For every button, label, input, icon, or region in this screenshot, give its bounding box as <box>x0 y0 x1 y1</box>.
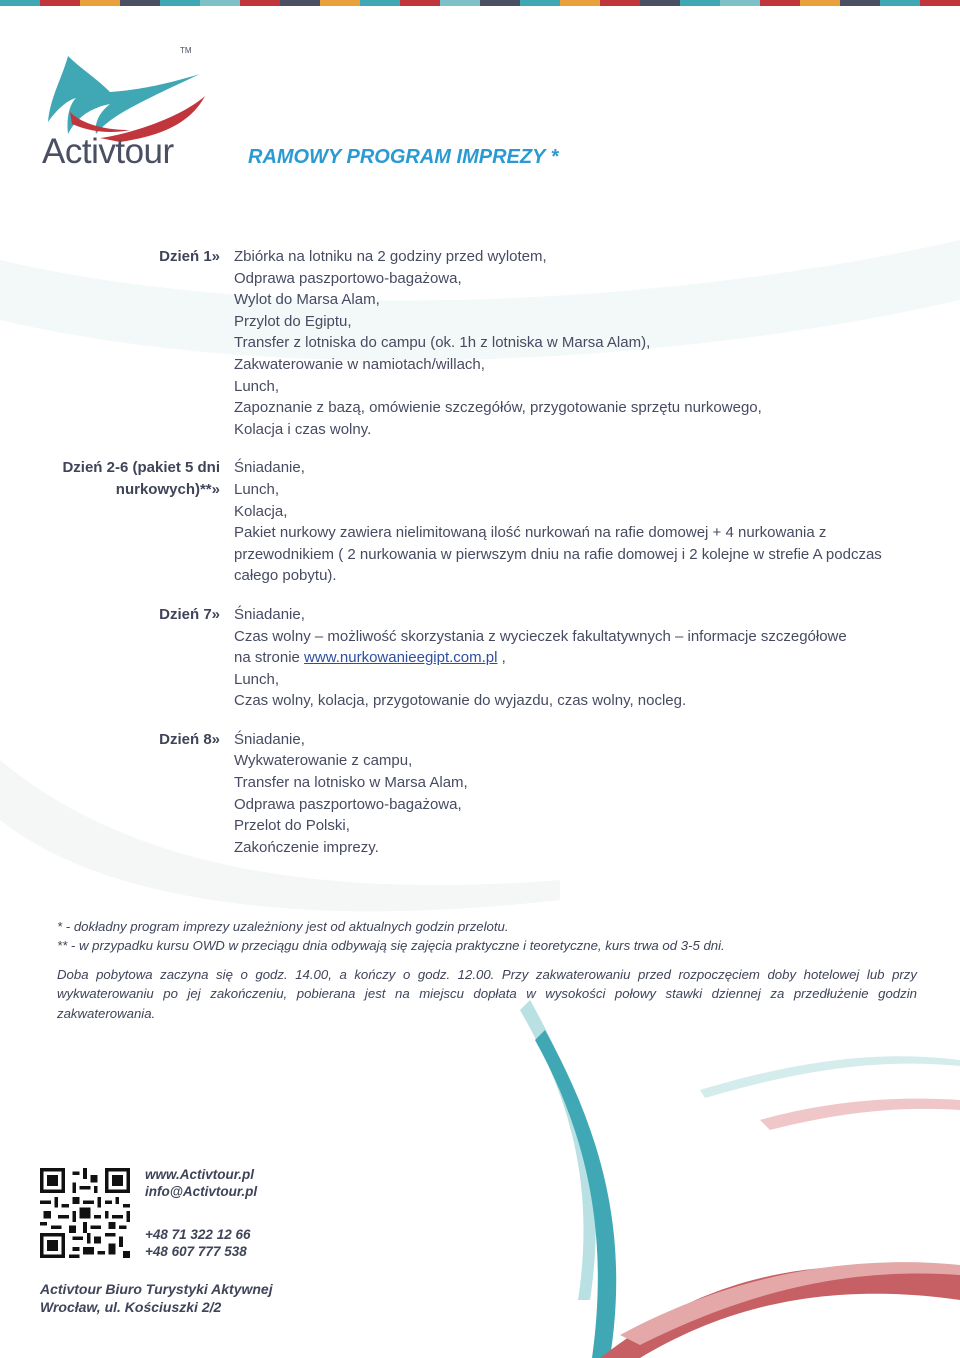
contact-web-block <box>145 1166 257 1200</box>
day-activities <box>234 604 906 712</box>
stay-policy-note: Doba pobytowa zaczyna się o godz. 14.00, a kończy o godz. 12.00. Przy zakwaterowaniu przed rozpoczęciem doby hotelowej lub przy wykwaterowaniu po jej zakończeniu, pobierana jest na miejscu dopłata w wysokości połowy stawki dziennej za przedłużenie godzin zakwaterowania. <box>57 966 917 1021</box>
day-8 <box>40 729 920 859</box>
program-schedule <box>40 246 920 875</box>
activity-line: Transfer na lotnisko w Marsa Alam, <box>234 774 468 792</box>
activity-line: Odprawa paszportowo-bagażowa, <box>234 269 462 287</box>
activity-line: Zakwaterowanie w namiotach/willach, <box>234 355 485 373</box>
website-text[interactable]: www.Activtour.pl <box>145 1167 255 1182</box>
day-activities <box>234 246 906 440</box>
link-suffix: , <box>497 649 506 667</box>
activity-line: Pakiet nurkowy zawiera nielimitowaną ilość nurkowań na rafie domowej + 4 nurkowania z przewodnikiem ( 2 nurkowania w pierwszym dniu na rafie domowej i 2 kolejne w strefie A podczas całego pobytu). <box>234 524 882 585</box>
qr-code-icon <box>40 1168 130 1258</box>
activity-line: Wylot do Marsa Alam, <box>234 291 380 309</box>
day-label: Dzień 2-6 (pakiet 5 dni nurkowych)**» <box>62 459 220 498</box>
day-activities <box>234 729 906 859</box>
activity-line: Czas wolny – możliwość skorzystania z wycieczek fakultatywnych – informacje szczegółowe <box>234 627 847 645</box>
page-title: RAMOWY PROGRAM IMPREZY * <box>248 146 559 168</box>
day-activities <box>234 457 906 587</box>
activity-line: Śniadanie, <box>234 605 305 623</box>
activity-line: Odprawa paszportowo-bagażowa, <box>234 795 462 813</box>
activity-line: Wykwaterowanie z campu, <box>234 752 413 770</box>
activity-line: Zbiórka na lotniku na 2 godziny przed wylotem, <box>234 248 547 265</box>
activity-line: Transfer z lotniska do campu (ok. 1h z lotniska w Marsa Alam), <box>234 334 651 352</box>
footnote-program: * - dokładny program imprezy uzależniony jest od aktualnych godzin przelotu. <box>57 919 509 934</box>
activity-line: Przylot do Egiptu, <box>234 312 352 330</box>
day-label: Dzień 7» <box>159 605 220 623</box>
activity-line: Zakończenie imprezy. <box>234 838 379 856</box>
email-text[interactable]: info@Activtour.pl <box>145 1184 258 1199</box>
footnote-owd: ** - w przypadku kursu OWD w przeciągu dnia odbywają się zajęcia praktyczne i teoretyczne, kurs trwa od 3-5 dni. <box>57 938 725 954</box>
trademark-symbol: TM <box>180 46 192 55</box>
activity-line: Śniadanie, <box>234 730 305 748</box>
activity-line: Kolacja i czas wolny. <box>234 420 372 438</box>
phone-number: +48 607 777 538 <box>145 1244 247 1259</box>
activity-line: Kolacja, <box>234 502 288 520</box>
activity-line: Lunch, <box>234 670 280 688</box>
company-name: Activtour Biuro Turystyki Aktywnej <box>40 1281 273 1297</box>
activity-line: Zapoznanie z bazą, omówienie szczegółów, przygotowanie sprzętu nurkowego, <box>234 399 762 417</box>
logo-wordmark: Activtour <box>42 132 174 171</box>
phone-number: +48 71 322 12 66 <box>145 1227 251 1242</box>
footnotes <box>57 917 917 1023</box>
day-label: Dzień 1» <box>159 248 220 265</box>
day-label: Dzień 8» <box>159 730 220 748</box>
activity-line: Lunch, <box>234 480 280 498</box>
day-2-6 <box>40 457 920 587</box>
activity-line: Przelot do Polski, <box>234 817 350 835</box>
activity-line-with-link <box>234 647 906 669</box>
activity-line: Śniadanie, <box>234 459 305 477</box>
website-link[interactable]: www.nurkowanieegipt.com.pl <box>304 649 498 667</box>
street-address: Wrocław, ul. Kościuszki 2/2 <box>40 1299 222 1315</box>
company-address <box>40 1280 273 1316</box>
link-prefix: na stronie <box>234 649 305 667</box>
activity-line: Lunch, <box>234 377 280 395</box>
activity-line: Czas wolny, kolacja, przygotowanie do wyjazdu, czas wolny, nocleg. <box>234 692 687 710</box>
contact-phone-block <box>145 1226 250 1260</box>
day-7 <box>40 604 920 712</box>
day-1 <box>40 246 920 440</box>
